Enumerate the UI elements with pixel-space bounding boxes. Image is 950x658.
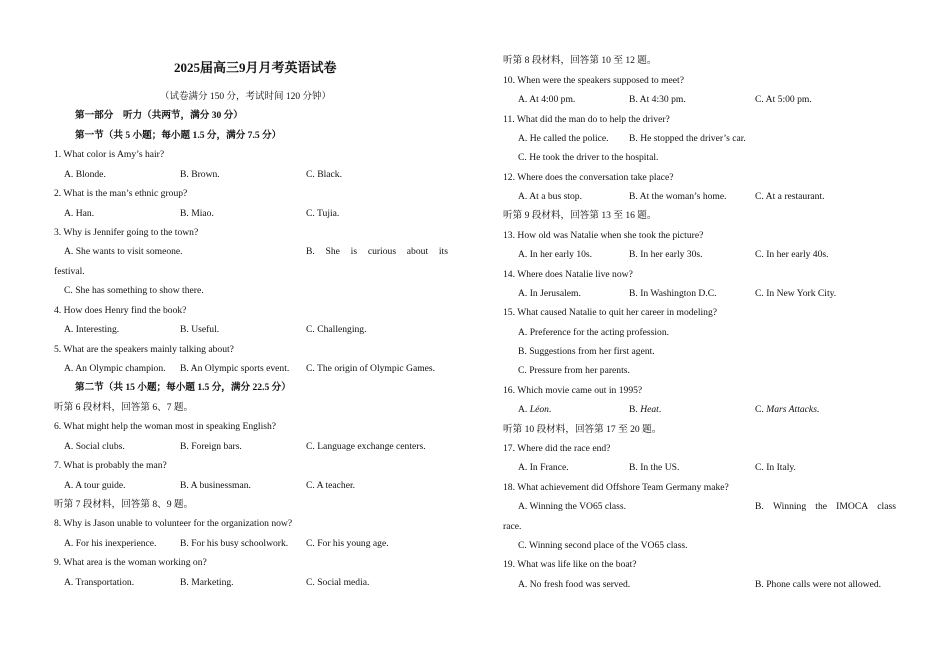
q7-option-a: A. A tour guide.	[64, 480, 126, 491]
q5-option-a: A. An Olympic champion.	[64, 363, 166, 374]
q7-stem: 7. What is probably the man?	[54, 460, 167, 471]
q9-option-b: B. Marketing.	[180, 577, 234, 588]
q9-stem: 9. What area is the woman working on?	[54, 557, 207, 568]
q8-option-b: B. For his busy schoolwork.	[180, 538, 289, 549]
q15-option-a: A. Preference for the acting profession.	[518, 327, 670, 338]
q10-option-c: C. At 5:00 pm.	[755, 94, 812, 105]
q4-option-c: C. Challenging.	[306, 324, 367, 335]
q18-option-b-continued: race.	[503, 521, 522, 532]
q2-stem: 2. What is the man’s ethnic group?	[54, 188, 188, 199]
q6-option-c: C. Language exchange centers.	[306, 441, 426, 452]
q8-option-c: C. For his young age.	[306, 538, 389, 549]
q16-option-a: A. Léon.	[518, 404, 552, 415]
material-7-instruction: 听第 7 段材料，回答第 8、9 题。	[54, 499, 194, 510]
q14-option-c: C. In New York City.	[755, 288, 837, 299]
q6-stem: 6. What might help the woman most in speaking English?	[54, 421, 277, 432]
q7-option-c: C. A teacher.	[306, 480, 356, 491]
material-6-instruction: 听第 6 段材料，回答第 6、7 题。	[54, 402, 194, 413]
q10-stem: 10. When were the speakers supposed to meet?	[503, 75, 684, 86]
q18-stem: 18. What achievement did Offshore Team Germany make?	[503, 482, 729, 493]
q15-option-c: C. Pressure from her parents.	[518, 365, 630, 376]
q17-stem: 17. Where did the race end?	[503, 443, 611, 454]
q11-option-b: B. He stopped the driver’s car.	[629, 133, 746, 144]
q9-option-a: A. Transportation.	[64, 577, 135, 588]
q16-stem: 16. Which movie came out in 1995?	[503, 385, 643, 396]
q13-option-a: A. In her early 10s.	[518, 249, 593, 260]
q12-option-c: C. At a restaurant.	[755, 191, 825, 202]
material-10-instruction: 听第 10 段材料，回答第 17 至 20 题。	[503, 424, 662, 435]
q3-option-c: C. She has something to show there.	[64, 285, 204, 296]
q14-option-a: A. In Jerusalem.	[518, 288, 581, 299]
section1-heading: 第一节（共 5 小题；每小题 1.5 分，满分 7.5 分）	[75, 130, 282, 141]
q10-option-a: A. At 4:00 pm.	[518, 94, 576, 105]
q12-stem: 12. Where does the conversation take place?	[503, 172, 674, 183]
q11-stem: 11. What did the man do to help the driver?	[503, 114, 670, 125]
q2-option-a: A. Han.	[64, 208, 95, 219]
q6-option-b: B. Foreign bars.	[180, 441, 242, 452]
q18-option-b: B. Winning the IMOCA class	[755, 501, 896, 512]
q2-option-c: C. Tujia.	[306, 208, 340, 219]
q7-option-b: B. A businessman.	[180, 480, 251, 491]
q16-option-b: B. Heat.	[629, 404, 662, 415]
q8-option-a: A. For his inexperience.	[64, 538, 157, 549]
q5-option-c: C. The origin of Olympic Games.	[306, 363, 436, 374]
q11-option-a: A. He called the police.	[518, 133, 609, 144]
q14-option-b: B. In Washington D.C.	[629, 288, 717, 299]
q12-option-a: A. At a bus stop.	[518, 191, 582, 202]
material-9-instruction: 听第 9 段材料，回答第 13 至 16 题。	[503, 210, 657, 221]
q2-option-b: B. Miao.	[180, 208, 214, 219]
q11-option-c: C. He took the driver to the hospital.	[518, 152, 659, 163]
q15-option-b: B. Suggestions from her first agent.	[518, 346, 655, 357]
q10-option-b: B. At 4:30 pm.	[629, 94, 686, 105]
q15-stem: 15. What caused Natalie to quit her career in modeling?	[503, 307, 717, 318]
q13-option-b: B. In her early 30s.	[629, 249, 703, 260]
q8-stem: 8. Why is Jason unable to volunteer for the organization now?	[54, 518, 293, 529]
q5-option-b: B. An Olympic sports event.	[180, 363, 290, 374]
q3-option-b-continued: festival.	[54, 266, 85, 277]
q17-option-a: A. In France.	[518, 462, 569, 473]
q14-stem: 14. Where does Natalie live now?	[503, 269, 633, 280]
q19-option-a: A. No fresh food was served.	[518, 579, 631, 590]
q4-option-a: A. Interesting.	[64, 324, 120, 335]
section2-heading: 第二节（共 15 小题；每小题 1.5 分，满分 22.5 分）	[75, 382, 291, 393]
exam-title: 2025届高三9月月考英语试卷	[174, 60, 337, 75]
q18-option-a: A. Winning the VO65 class.	[518, 501, 626, 512]
q6-option-a: A. Social clubs.	[64, 441, 125, 452]
q13-stem: 13. How old was Natalie when she took the picture?	[503, 230, 704, 241]
q16-option-c: C. Mars Attacks.	[755, 404, 820, 415]
q1-option-a: A. Blonde.	[64, 169, 106, 180]
q19-option-b: B. Phone calls were not allowed.	[755, 579, 882, 590]
q5-stem: 5. What are the speakers mainly talking about?	[54, 344, 234, 355]
q3-option-b: B. She is curious about its	[306, 246, 448, 257]
q12-option-b: B. At the woman’s home.	[629, 191, 727, 202]
part1-heading: 第一部分 听力（共两节，满分 30 分）	[75, 110, 243, 121]
q3-stem: 3. Why is Jennifer going to the town?	[54, 227, 199, 238]
material-8-instruction: 听第 8 段材料，回答第 10 至 12 题。	[503, 55, 657, 66]
q1-option-b: B. Brown.	[180, 169, 220, 180]
q9-option-c: C. Social media.	[306, 577, 370, 588]
q17-option-c: C. In Italy.	[755, 462, 796, 473]
q19-stem: 19. What was life like on the boat?	[503, 559, 637, 570]
q1-stem: 1. What color is Amy’s hair?	[54, 149, 165, 160]
exam-subtitle: （试卷满分 150 分，考试时间 120 分钟）	[160, 92, 332, 102]
q17-option-b: B. In the US.	[629, 462, 680, 473]
q18-option-c: C. Winning second place of the VO65 class.	[518, 540, 688, 551]
q4-stem: 4. How does Henry find the book?	[54, 305, 187, 316]
q13-option-c: C. In her early 40s.	[755, 249, 829, 260]
q4-option-b: B. Useful.	[180, 324, 220, 335]
q1-option-c: C. Black.	[306, 169, 342, 180]
q3-option-a: A. She wants to visit someone.	[64, 246, 183, 257]
